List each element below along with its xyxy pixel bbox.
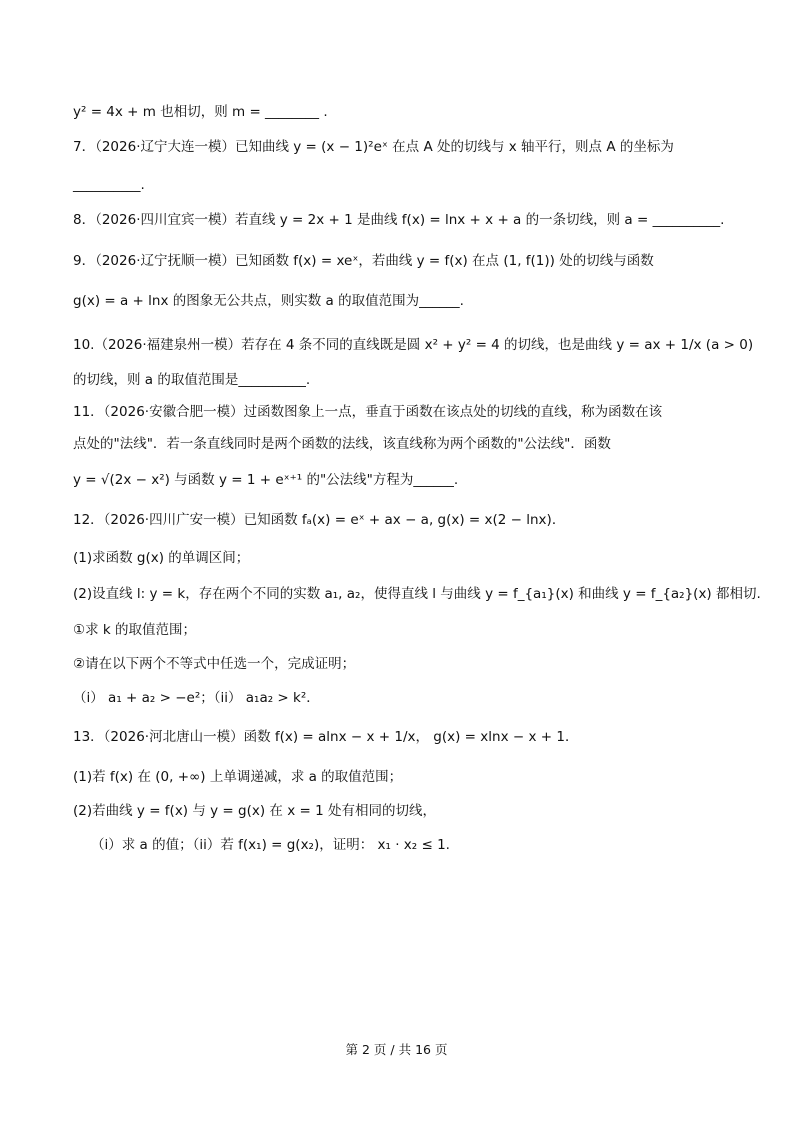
text-line: g(x) = a + lnx 的图象无公共点，则实数 a 的取值范围为______. [73,293,464,309]
text-line: (2)设直线 l: y = k，存在两个不同的实数 a₁, a₂，使得直线 l 与曲线 y = f_{a₁}(x) 和曲线 y = f_{a₂}(x) 都相切. [73,586,761,602]
text-line: （i） a₁ + a₂ > −e²；（ii） a₁a₂ > k²． [73,690,320,706]
text-line: y² = 4x + m 也相切，则 m = ________ . [73,104,328,120]
text-line: ②请在以下两个不等式中任选一个，完成证明； [73,656,356,672]
text-line: __________. [73,177,145,193]
text-line: 的切线，则 a 的取值范围是__________. [73,372,311,388]
text-line: 8．（2026·四川宜宾一模）若直线 y = 2x + 1 是曲线 f(x) = lnx + x + a 的一条切线，则 a = __________. [73,212,725,228]
text-line: （i）求 a 的值；（ii）若 f(x₁) = g(x₂)，证明： x₁ · x₂ ≤ 1. [91,837,450,853]
text-line: 11．（2026·安徽合肥一模）过函数图象上一点，垂直于函数在该点处的切线的直线，称为函数在该 [73,404,663,420]
text-line: 10.（2026·福建泉州一模）若存在 4 条不同的直线既是圆 x² + y² = 4 的切线，也是曲线 y = ax + 1/x (a > 0) [73,337,754,353]
text-line: 9．（2026·辽宁抚顺一模）已知函数 f(x) = xeˣ，若曲线 y = f(x) 在点 (1, f(1)) 处的切线与函数 [73,253,654,269]
text-line: ①求 k 的取值范围； [73,622,197,638]
text-line: 点处的"法线"．若一条直线同时是两个函数的法线，该直线称为两个函数的"公法线"．函数 [73,436,611,452]
text-line: (2)若曲线 y = f(x) 与 y = g(x) 在 x = 1 处有相同的切线， [73,803,436,819]
text-line: y = √(2x − x²) 与函数 y = 1 + eˣ⁺¹ 的"公法线"方程为______. [73,472,459,488]
text-line: 7．（2026·辽宁大连一模）已知曲线 y = (x − 1)²eˣ 在点 A 处的切线与 x 轴平行，则点 A 的坐标为 [73,139,674,155]
text-line: (1)若 f(x) 在 (0, +∞) 上单调递减，求 a 的取值范围； [73,769,403,785]
text-line: 13．（2026·河北唐山一模）函数 f(x) = alnx − x + 1/x， g(x) = xlnx − x + 1． [73,729,579,745]
text-line: 12．（2026·四川广安一模）已知函数 fₐ(x) = eˣ + ax − a, g(x) = x(2 − lnx)． [73,512,566,528]
text-line: (1)求函数 g(x) 的单调区间； [73,550,250,566]
page-footer: 第 2 页 / 共 16 页 [345,1042,448,1057]
